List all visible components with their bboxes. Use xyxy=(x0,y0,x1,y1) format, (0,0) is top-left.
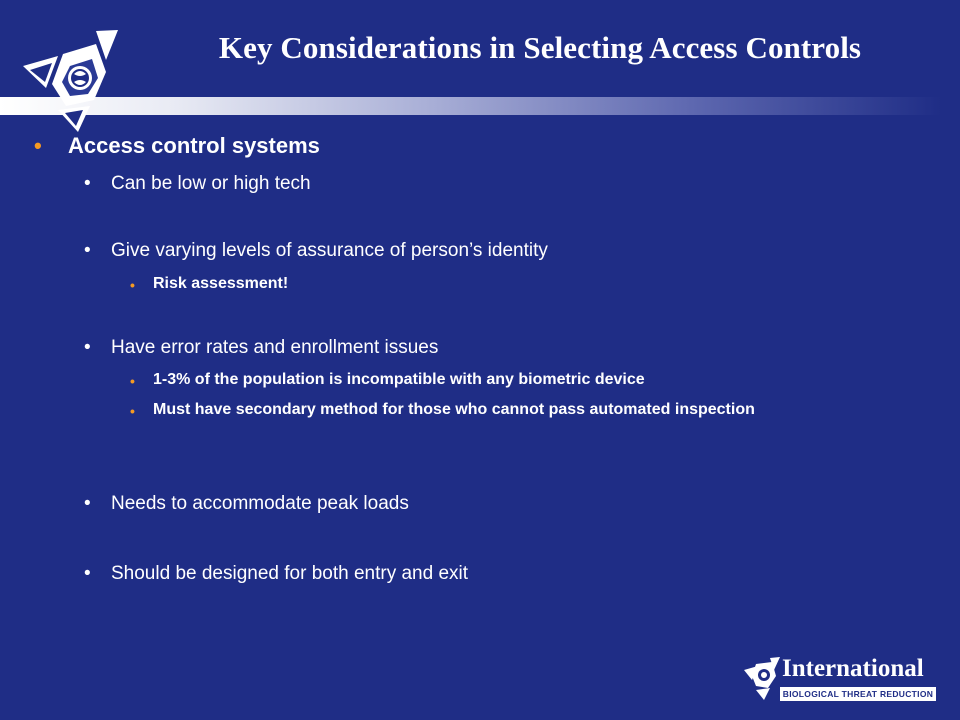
bullet-text: Needs to accommodate peak loads xyxy=(111,493,409,514)
slide-title: Key Considerations in Selecting Access Controls xyxy=(218,30,862,65)
bullet-text: Should be designed for both entry and exit xyxy=(111,563,469,584)
bullet-marker: • xyxy=(84,563,91,584)
bullet-text: Risk assessment! xyxy=(153,275,289,292)
footer-org-subtitle: BIOLOGICAL THREAT REDUCTION xyxy=(780,687,936,701)
bullet-text: Access control systems xyxy=(68,133,320,158)
bullet-marker: • xyxy=(84,240,91,261)
bullet-text: Can be low or high tech xyxy=(111,173,311,194)
bullet-marker: • xyxy=(34,133,42,158)
bullet-marker: • xyxy=(130,403,135,419)
bullet-marker: • xyxy=(84,493,91,514)
bullet-marker: • xyxy=(130,277,135,293)
bullet-text: Must have secondary method for those who cannot pass automated inspection xyxy=(153,401,755,418)
bullet-marker: • xyxy=(130,373,135,389)
bullet-text: Have error rates and enrollment issues xyxy=(111,337,439,358)
bullet-text: Give varying levels of assurance of person’s identity xyxy=(111,240,548,261)
bullet-marker: • xyxy=(84,337,91,358)
footer-org-name: International xyxy=(782,655,924,682)
bullet-marker: • xyxy=(84,173,91,194)
bullet-text: 1-3% of the population is incompatible with any biometric device xyxy=(153,371,645,388)
